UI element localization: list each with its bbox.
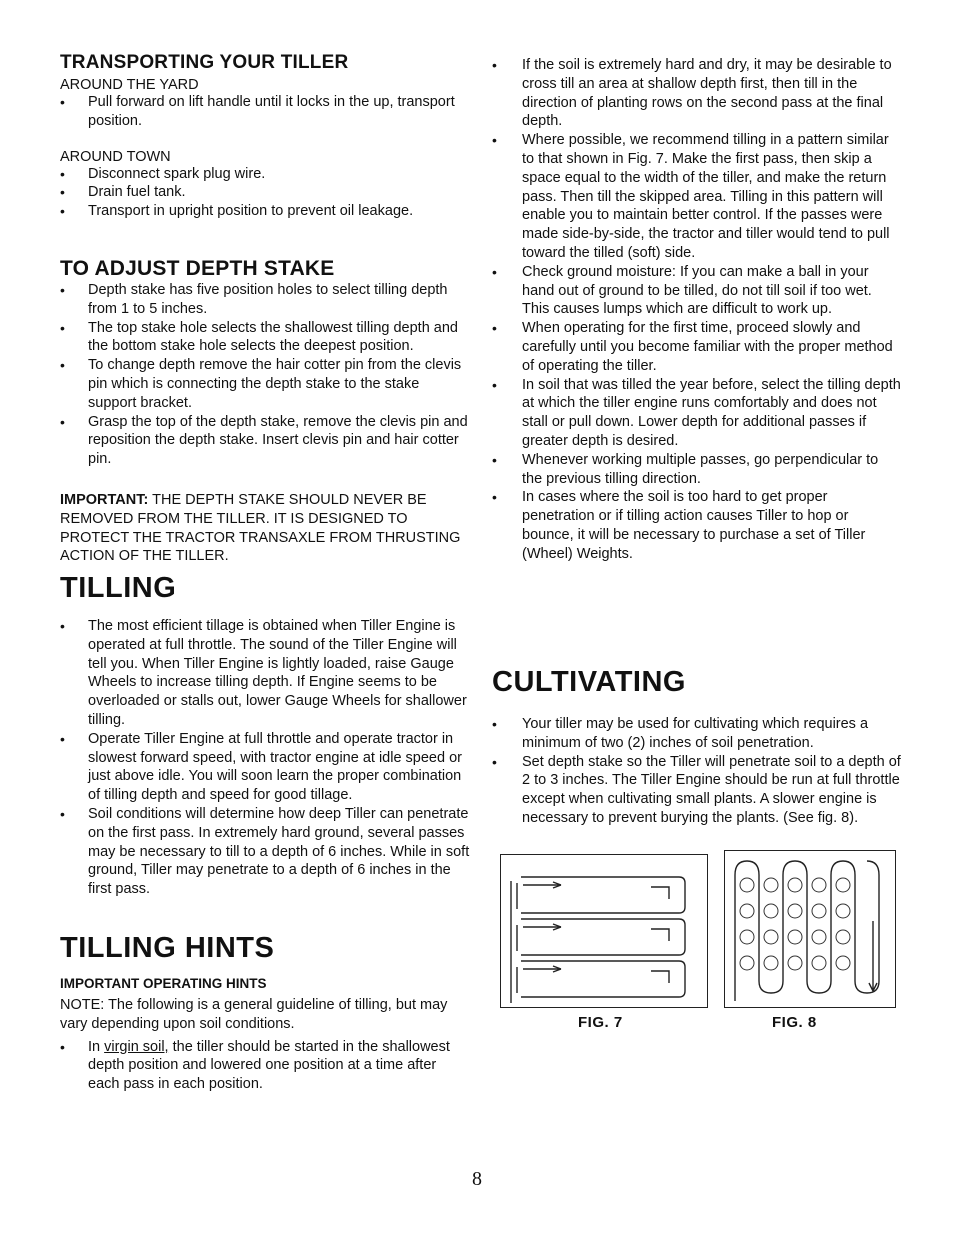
bullet-icon: • [492,376,497,393]
list-item: • Your tiller may be used for cultivating which requires a minimum of two (2) inches of soil penetration. [492,716,869,751]
list-item: • Grasp the top of the depth stake, remove the clevis pin and reposition the depth stake. Insert clevis pin and hair cotter pin. [60,413,468,468]
bullet-icon: • [492,263,497,280]
list-item: • Where possible, we recommend tilling in a pattern similar to that shown in Fig. 7. Make the first pass, then skip a space equal to the width of the tiller, and make the return pass. Then till the skipped area. Tilling in this pattern will enable you to maintain better control. If the passes were made side-by-side, the tractor and tiller would tend to pull toward the tilled (soft) side. [492,132,890,261]
bullet-icon: • [492,753,497,770]
around-town-label: AROUND TOWN [60,148,171,165]
transport-heading: TRANSPORTING YOUR TILLER [60,52,349,73]
list-item: • The top stake hole selects the shallowest tilling depth and the bottom stake hole selects the deepest position. [60,319,458,355]
list-item: • Operate Tiller Engine at full throttle and operate tractor in slowest forward speed, with tractor engine at idle speed or just above idle. You will soon learn the proper combination of tilling depth and speed for good tillage. [60,730,462,804]
bullet-icon: • [60,94,65,110]
operating-hints-subheading: IMPORTANT OPERATING HINTS [60,976,267,991]
bullet-icon: • [492,489,497,506]
list-item: • In soil that was tilled the year before, select the tilling depth at which the tiller engine runs comfortably and does not stall or pull down. Lower depth for additional passes if greater depth is desired. [492,376,901,449]
cultivating-list [492,715,902,828]
list-item: • Pull forward on lift handle until it locks in the up, transport position. [60,94,455,129]
bullet-icon: • [60,413,65,430]
fig7-pass-3-path [517,967,669,993]
list-item: • When operating for the first time, proceed slowly and carefully until you become familiar with the proper method of operating the tiller. [492,320,893,374]
fig7-pass-outline-2 [521,919,685,955]
fig7-pass-1-path [517,883,669,909]
tilling-list [60,617,470,899]
list-item: • The most efficient tillage is obtained when Tiller Engine is operated at full throttle. The sound of the Tiller Engine will tell you. When Tiller Engine is lightly loaded, raise Gauge Wheels to increase tilling depth. If Engine seems to be overloaded or stalls out, lower Gauge Wheels for shallower tilling. [60,618,467,728]
bullet-icon: • [492,716,497,732]
depth-list [60,281,470,469]
list-item: • Disconnect spark plug wire. [60,165,266,182]
hints-list-right [492,56,902,564]
hints-continued [492,56,902,564]
bullet-icon: • [60,282,65,298]
bullet-icon: • [60,319,65,336]
bullet-icon: • [60,730,65,747]
depth-section [60,257,470,566]
tilling-heading: TILLING [60,572,177,604]
list-item: • If the soil is extremely hard and dry, it may be desirable to cross till an area at shallow depth first, then till in the direction of planting rows on the second pass at the final depth. [492,57,892,130]
virgin-soil-term: virgin soil, [104,1038,169,1055]
fig8-drawing [725,851,895,1007]
cultivating-section [492,666,902,828]
important-note: IMPORTANT: THE DEPTH STAKE SHOULD NEVER BE REMOVED FROM THE TILLER. IT IS DESIGNED TO PROTECT THE TRACTOR TRANSAXLE FROM THRUSTING ACTION OF THE TILLER. [60,491,461,565]
bullet-icon: • [60,1038,65,1055]
bullet-icon: • [60,618,65,634]
list-item: • Drain fuel tank. [60,184,186,201]
fig8-direction-arrow [869,921,877,991]
tilling-hints-heading: TILLING HINTS [60,932,275,964]
fig8-plants [740,878,850,970]
list-item: • Soil conditions will determine how deep Tiller can penetrate on the first pass. In extremely hard ground, several passes may be necessary to till to a depth of 6 inches. While in soft ground, Tiller may penetrate to a depth of 6 inches in the first pass. [60,805,470,898]
fig7-drawing [501,855,707,1007]
list-item: • Whenever working multiple passes, go perpendicular to the previous tilling direction. [492,451,879,487]
bullet-icon: • [492,320,497,337]
list-item: • In virgin soil, the tiller should be started in the shallowest depth position and lowered one position at a time after each pass in each position. [60,1038,450,1093]
fig8-cultivating-pattern-diagram [724,850,896,1008]
page-number: 8 [472,1168,482,1190]
bullet-icon: • [60,357,65,374]
list-item: • Transport in upright position to prevent oil leakage. [60,203,414,220]
list-item: • In cases where the soil is too hard to get proper penetration or if tilling action causes Tiller to hop or bounce, it will be necessary to purchase a set of Tiller (Wheel) Weights. [492,489,866,562]
bullet-icon: • [60,184,65,201]
fig7-pass-outline-3 [521,961,685,997]
hints-note: NOTE: The following is a general guideline of tilling, but may vary depending upon soil conditions. [60,997,448,1032]
list-item: • Set depth stake so the Tiller will penetrate soil to a depth of 2 to 3 inches. The Tiller Engine should be run at full throttle except when cultivating small plants. A slower engine is necessary to prevent burying the plants. (See fig. 8). [492,753,901,826]
cultivating-heading: CULTIVATING [492,666,686,698]
list-item: • To change depth remove the hair cotter pin from the clevis pin which is connecting the depth stake to the stake support bracket. [60,357,462,411]
tilling-section [60,572,470,899]
list-item: • Depth stake has five position holes to select tilling depth from 1 to 5 inches. [60,282,448,317]
hints-section [60,932,470,1094]
fig7-pass-outline-1 [521,877,685,913]
fig7-pass-2-path [517,925,669,951]
yard-list [60,93,470,131]
important-lead: IMPORTANT: [60,491,149,508]
fig7-tilling-pattern-diagram [500,854,708,1008]
fig7-label: FIG. 7 [578,1014,623,1031]
fig8-label: FIG. 8 [772,1014,817,1031]
bullet-icon: • [492,57,497,73]
bullet-icon: • [492,132,497,149]
bullet-icon: • [492,451,497,468]
transport-section [60,52,470,221]
bullet-icon: • [60,203,65,220]
hints-list-left [60,1038,470,1094]
list-item: • Check ground moisture: If you can make a ball in your hand out of ground to be tilled, do not till soil if too wet. This causes lumps which are difficult to work up. [492,263,872,318]
bullet-icon: • [60,165,65,182]
town-list [60,165,470,221]
around-yard-label: AROUND THE YARD [60,77,199,93]
fig8-serpentine-path [735,861,879,1001]
bullet-icon: • [60,805,65,822]
depth-heading: TO ADJUST DEPTH STAKE [60,257,335,280]
